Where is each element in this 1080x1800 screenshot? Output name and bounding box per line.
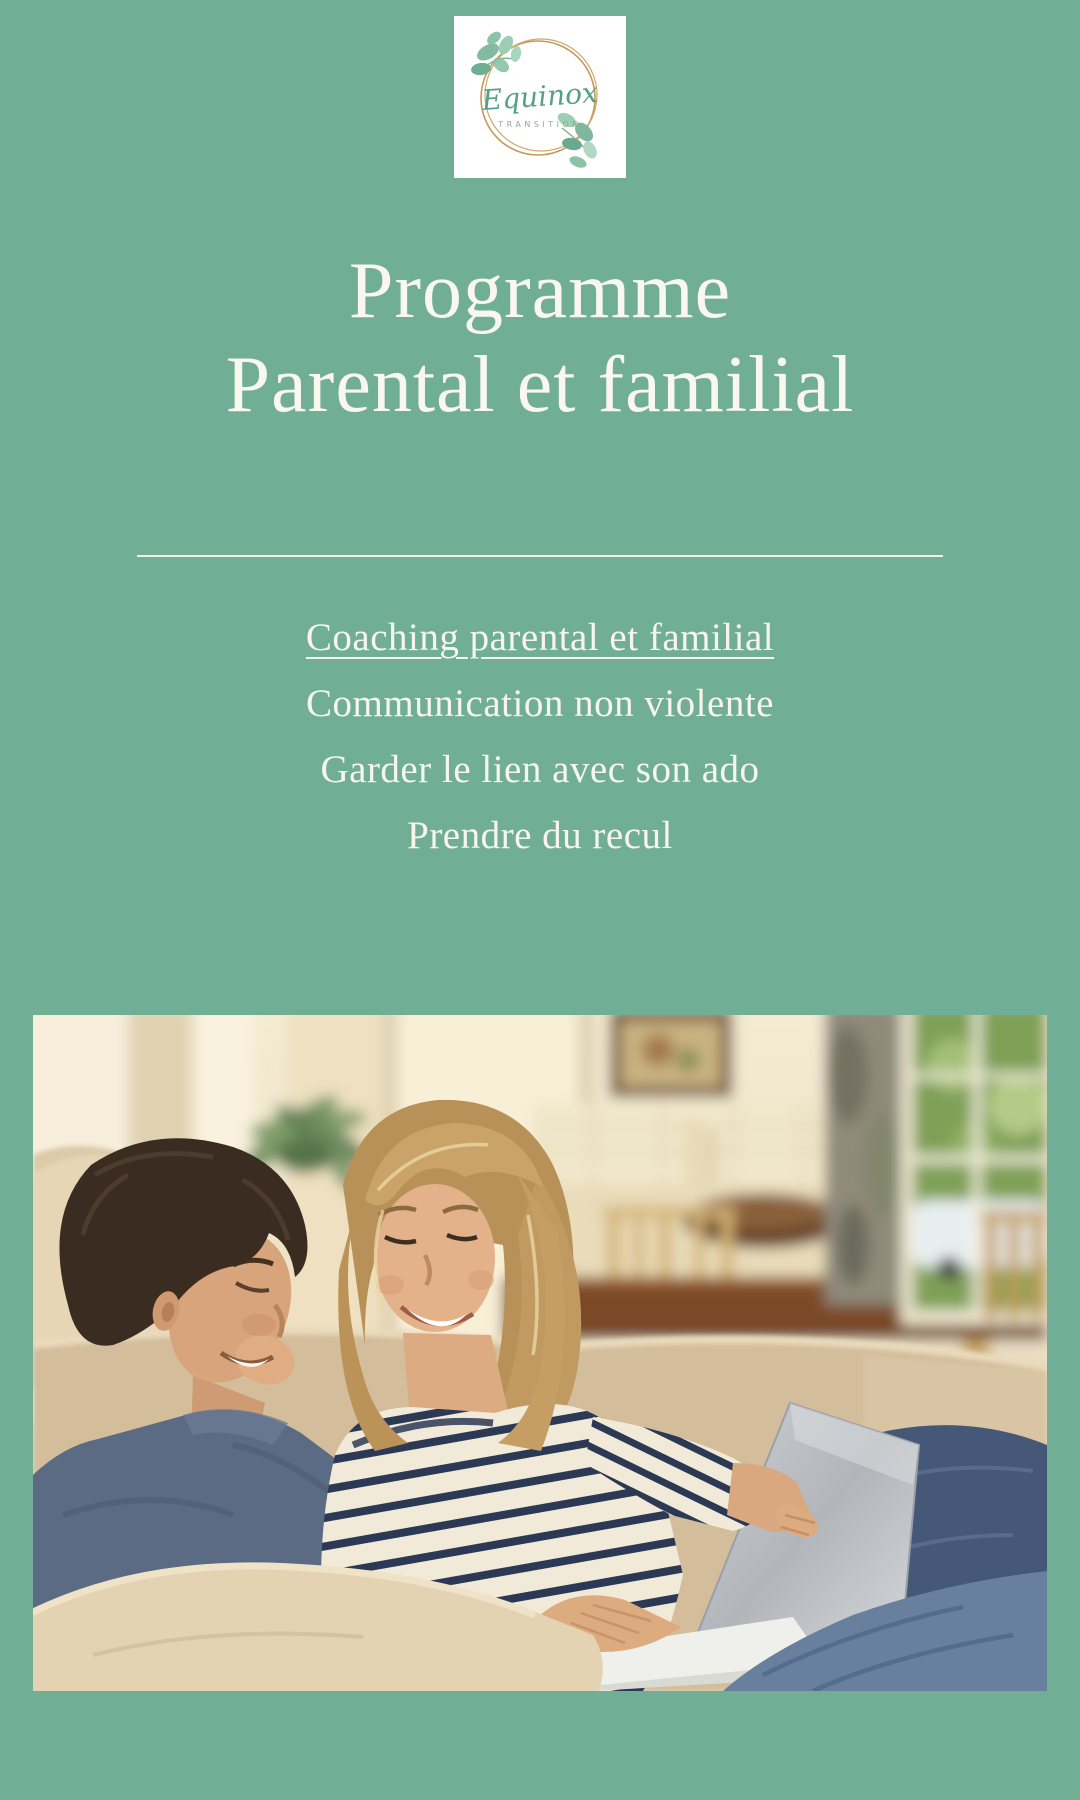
family-photo (33, 1015, 1047, 1691)
right-window (901, 1015, 1047, 1325)
logo-subtitle: TRANSITION (498, 120, 582, 129)
logo-wordmark: Equinox (480, 76, 599, 118)
topic-recul: Prendre du recul (407, 814, 673, 857)
page-title (0, 244, 1080, 432)
leaves-top-left-icon (470, 29, 522, 76)
topic-coaching: Coaching parental et familial (305, 616, 775, 659)
topic-lien-ado: Garder le lien avec son ado (320, 748, 760, 791)
page-title-line2: Parental et familial (225, 341, 855, 429)
logo-graphic (454, 16, 626, 178)
topic-communication: Communication non violente (306, 682, 774, 725)
curtain (825, 1015, 909, 1305)
picture-frame (610, 1015, 732, 1097)
leaves-bottom-right-icon (555, 110, 599, 170)
divider-line (137, 555, 943, 557)
logo (454, 16, 626, 178)
topic-list (0, 605, 1080, 869)
family-photo-illustration (33, 1015, 1047, 1691)
page-title-line1: Programme (348, 247, 732, 335)
